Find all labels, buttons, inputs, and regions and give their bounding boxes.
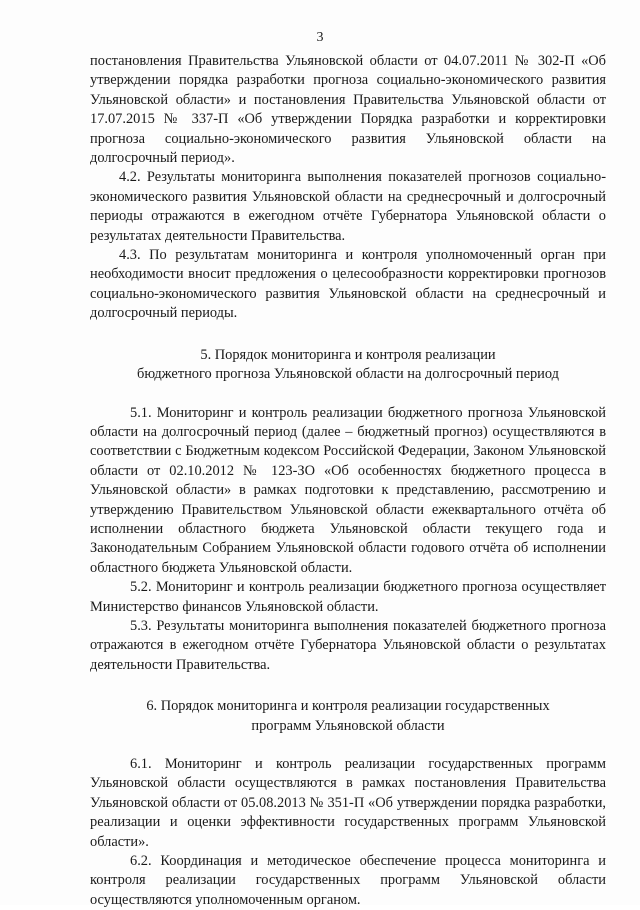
spacer (90, 324, 606, 346)
spacer (90, 385, 606, 404)
document-body (90, 52, 606, 910)
paragraph-4-2: 4.2. Результаты мониторинга выполнения показателей прогнозов социально-экономического развития Ульяновской области на среднесрочный и долгосрочный периоды отражаются в ежегодном отчёте Губернатора Ульяновской области о результатах деятельности Правительства. (90, 169, 606, 244)
section-6-title-line1: 6. Порядок мониторинга и контроля реализации государственных (146, 698, 550, 715)
section-6-heading (90, 697, 606, 736)
spacer (90, 675, 606, 697)
paragraph-4-3: 4.3. По результатам мониторинга и контроля уполномоченный орган при необходимости вносит предложения о целесообразности корректировки прогнозов социально-экономического развития Ульяновской области на среднесрочный и долгосрочный периоды. (90, 247, 606, 322)
section-5-title-line1: 5. Порядок мониторинга и контроля реализации (200, 346, 496, 363)
section-6-title-line2: программ Ульяновской области (251, 717, 445, 734)
section-5-heading (90, 346, 606, 385)
page-number: 3 (316, 30, 324, 45)
spacer (90, 736, 606, 755)
paragraph-6-1: 6.1. Мониторинг и контроль реализации государственных программ Ульяновской области осуществляются в рамках постановления Правительства Ульяновской области от 05.08.2013 № 351-П «Об утверждении порядка разработки, реализации и оценки эффективности государственных программ Ульяновской области». (90, 756, 606, 850)
paragraph-5-2: 5.2. Мониторинг и контроль реализации бюджетного прогноза осуществляет Министерство финансов Ульяновской области. (90, 579, 606, 615)
section-5-title-line2: бюджетного прогноза Ульяновской области на долгосрочный период (137, 366, 559, 383)
paragraph-continuation: постановления Правительства Ульяновской области от 04.07.2011 № 302-П «Об утверждении порядка разработки прогноза социально-экономического развития Ульяновской области» и постановления Правительства Ульяновской области от 17.07.2015 № 337-П «Об утверждении Порядка разработки и корректировки прогноза социально-экономического развития Ульяновской области на долгосрочный период». (90, 53, 606, 167)
paragraph-5-1: 5.1. Мониторинг и контроль реализации бюджетного прогноза Ульяновской области на долгосрочный период (далее – бюджетный прогноз) осуществляются в соответствии с Бюджетным кодексом Российской Федерации, Законом Ульяновской области от 02.10.2012 № 123-ЗО «Об особенностях бюджетного процесса в Ульяновской области» в рамках подготовки к представлению, рассмотрению и утверждению Правительством Ульяновской области ежеквартального отчёта об исполнении областного бюджета Ульяновской области текущего года и Законодательным Собранием Ульяновской области годового отчёта об исполнении областного бюджета Ульяновской области. (90, 404, 606, 576)
paragraph-6-2: 6.2. Координация и методическое обеспечение процесса мониторинга и контроля реализации государственных программ Ульяновской области осуществляются уполномоченным органом. (90, 853, 606, 908)
paragraph-5-3: 5.3. Результаты мониторинга выполнения показателей бюджетного прогноза отражаются в ежегодном отчёте Губернатора Ульяновской области о результатах деятельности Правительства. (90, 617, 606, 673)
